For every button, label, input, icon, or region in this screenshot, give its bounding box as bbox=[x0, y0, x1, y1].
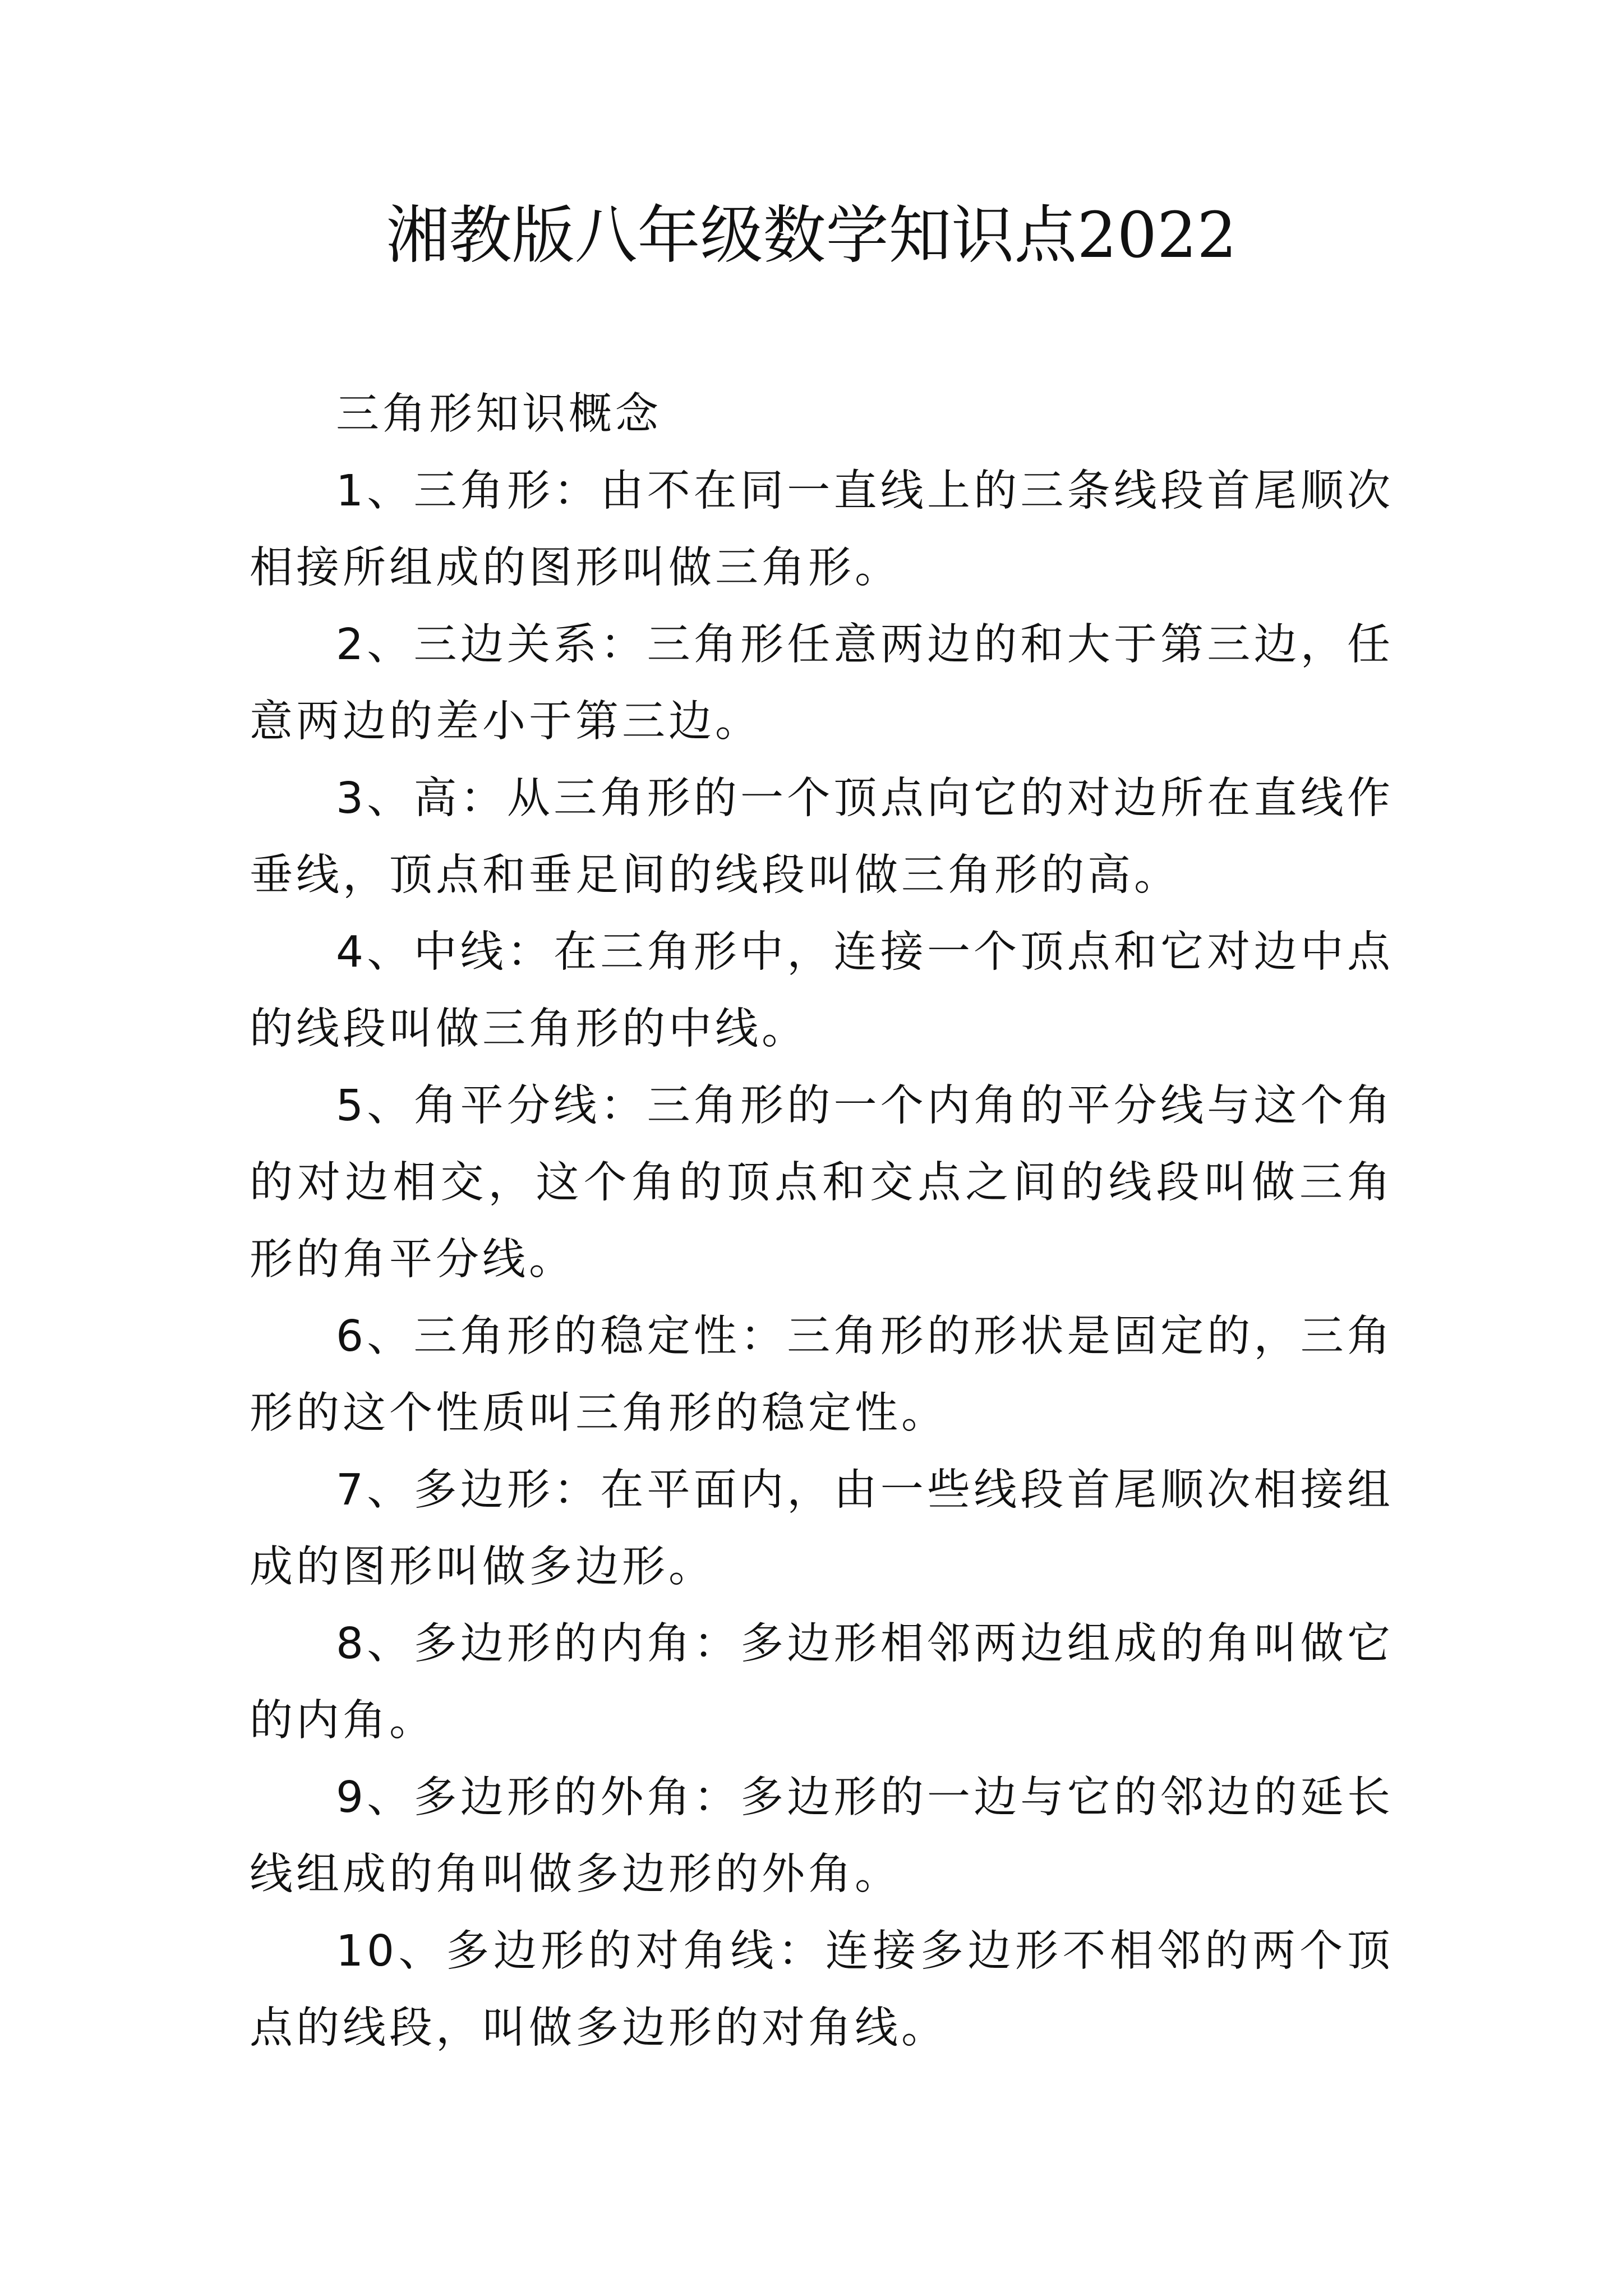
paragraph-2: 2、三边关系：三角形任意两边的和大于第三边，任意两边的差小于第三边。 bbox=[250, 620, 1394, 747]
paragraph-5: 5、角平分线：三角形的一个内角的平分线与这个角的对边相交，这个角的顶点和交点之间的线段叫做三角形的角平分线。 bbox=[250, 1081, 1394, 1285]
paragraph-8: 8、多边形的内角：多边形相邻两边组成的角叫做它的内角。 bbox=[250, 1619, 1394, 1746]
paragraph-4: 4、中线：在三角形中，连接一个顶点和它对边中点的线段叫做三角形的中线。 bbox=[250, 927, 1394, 1054]
document-title: 湘教版八年级数学知识点2022 bbox=[386, 199, 1237, 272]
section-heading: 三角形知识概念 bbox=[336, 389, 662, 439]
paragraph-7: 7、多边形：在平面内，由一些线段首尾顺次相接组成的图形叫做多边形。 bbox=[250, 1465, 1394, 1592]
paragraph-6: 6、三角形的稳定性：三角形的形状是固定的，三角形的这个性质叫三角形的稳定性。 bbox=[250, 1312, 1394, 1438]
paragraph-3: 3、高：从三角形的一个顶点向它的对边所在直线作垂线，顶点和垂足间的线段叫做三角形的高。 bbox=[250, 774, 1394, 900]
paragraph-1: 1、三角形：由不在同一直线上的三条线段首尾顺次相接所组成的图形叫做三角形。 bbox=[250, 466, 1394, 593]
paragraph-10: 10、多边形的对角线：连接多边形不相邻的两个顶点的线段，叫做多边形的对角线。 bbox=[250, 1926, 1394, 2053]
document-body bbox=[250, 376, 1394, 2067]
paragraph-9: 9、多边形的外角：多边形的一边与它的邻边的延长线组成的角叫做多边形的外角。 bbox=[250, 1773, 1394, 1899]
